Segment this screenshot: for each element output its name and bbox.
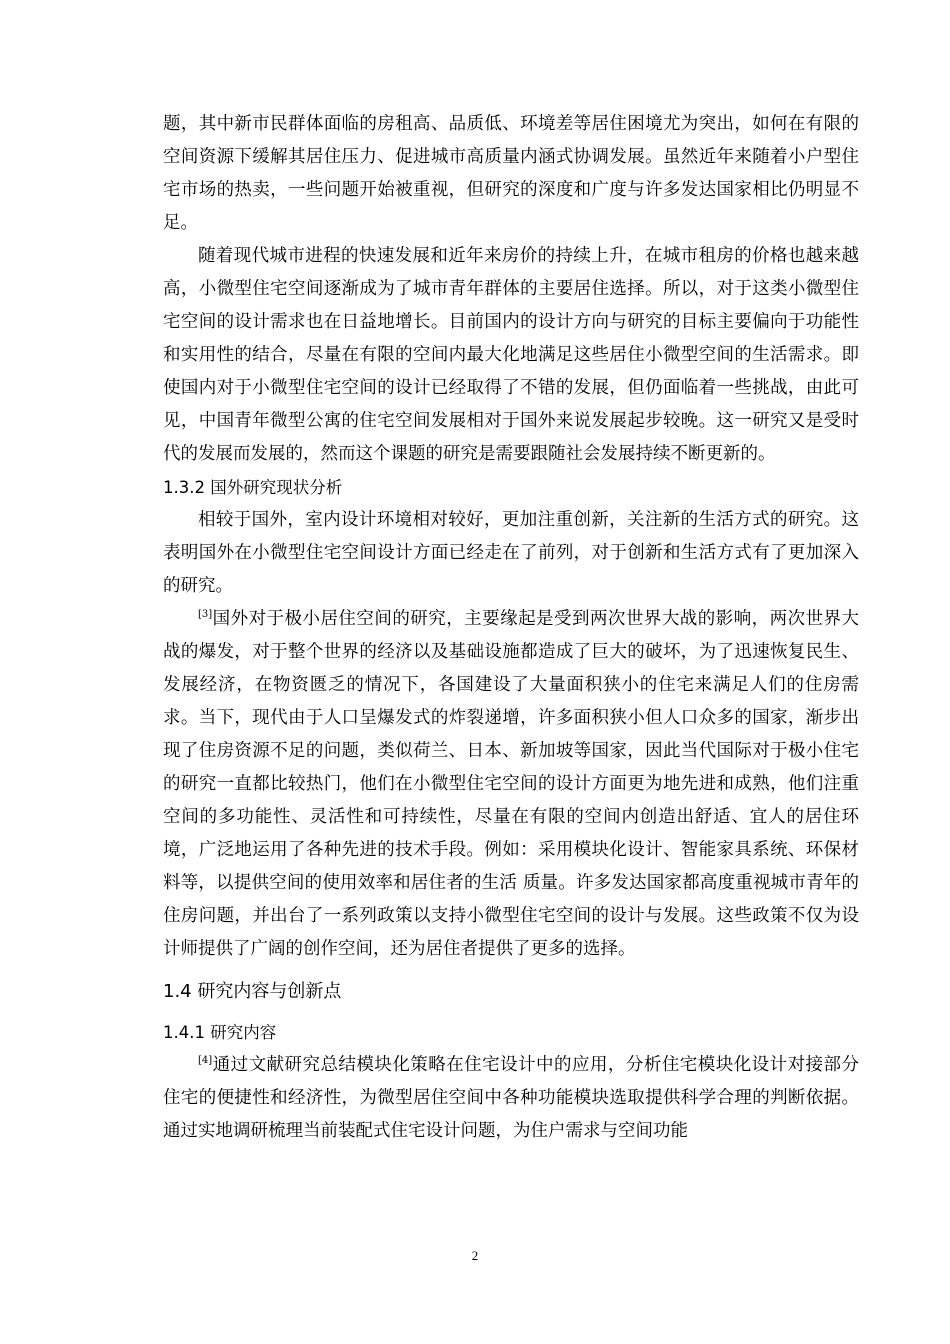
section-heading-1-4: 1.4 研究内容与创新点: [163, 981, 342, 1002]
citation-3: [3]: [198, 609, 213, 621]
document-body: [163, 108, 859, 1148]
paragraph-continued: 题，其中新市民群体面临的房租高、品质低、环境差等居住困境尤为突出，如何在有限的空间资源下缓解其居住压力、促进城市高质量内涵式协调发展。虽然近年来随着小户型住宅市场的热卖，一些问题开始被重视，但研究的深度和广度与许多发达国家相比仍明显不足。: [163, 114, 859, 233]
page-number: 2: [471, 1248, 479, 1263]
section-heading-1-4-1: 1.4.1 研究内容: [163, 1023, 277, 1042]
paragraph-foreign-overview: 相较于国外，室内设计环境相对较好，更加注重创新，关注新的生活方式的研究。这表明国外在小微型住宅空间设计方面已经走在了前列，对于创新和生活方式有了更加深入的研究。: [163, 510, 859, 596]
paragraph-research-content: [163, 1049, 859, 1148]
paragraph-foreign-history: [163, 603, 859, 966]
paragraph-foreign-history-text: 国外对于极小居住空间的研究，主要缘起是受到两次世界大战的影响，两次世界大战的爆发，对于整个世界的经济以及基础设施都造成了巨大的破坏，为了迅速恢复民生、发展经济，在物资匮乏的情况下，各国建设了大量面积狭小的住宅来满足人们的住房需求。当下，现代由于人口呈爆发式的炸裂递增，许多面积狭小但人口众多的国家，渐步出现了住房资源不足的问题，类似荷兰、日本、新加坡等国家，因此当代国际对于极小住宅的研究一直都比较热门，他们在小微型住宅空间的设计方面更为地先进和成熟，他们注重空间的多功能性、灵活性和可持续性，尽量在有限的空间内创造出舒适、宜人的居住环境，广泛地运用了各种先进的技术手段。例如：采用模块化设计、智能家具系统、环保材料等，以提供空间的使用效率和居住者的生活 质量。许多发达国家都高度重视城市青年的住房问题，并出台了一系列政策以支持小微型住宅空间的设计与发展。这些政策不仅为设计师提供了广阔的创作空间，还为居住者提供了更多的选择。: [163, 609, 859, 959]
paragraph-domestic-trend: 随着现代城市进程的快速发展和近年来房价的持续上升，在城市租房的价格也越来越高，小微型住宅空间逐渐成为了城市青年群体的主要居住选择。所以，对于这类小微型住宅空间的设计需求也在日益地增长。目前国内的设计方向与研究的目标主要偏向于功能性和实用性的结合，尽量在有限的空间内最大化地满足这些居住小微型空间的生活需求。即使国内对于小微型住宅空间的设计已经取得了不错的发展，但仍面临着一些挑战，由此可见，中国青年微型公寓的住宅空间发展相对于国外来说发展起步较晚。这一研究又是受时代的发展而发展的，然而这个课题的研究是需要跟随社会发展持续不断更新的。: [163, 246, 859, 464]
citation-4: [4]: [198, 1055, 213, 1067]
section-heading-1-3-2: 1.3.2 国外研究现状分析: [163, 478, 343, 497]
paragraph-research-content-text: 通过文献研究总结模块化策略在住宅设计中的应用，分析住宅模块化设计对接部分住宅的便捷性和经济性，为微型居住空间中各种功能模块选取提供科学合理的判断依据。通过实地调研梳理当前装配式住宅设计问题，为住户需求与空间功能: [163, 1055, 859, 1141]
